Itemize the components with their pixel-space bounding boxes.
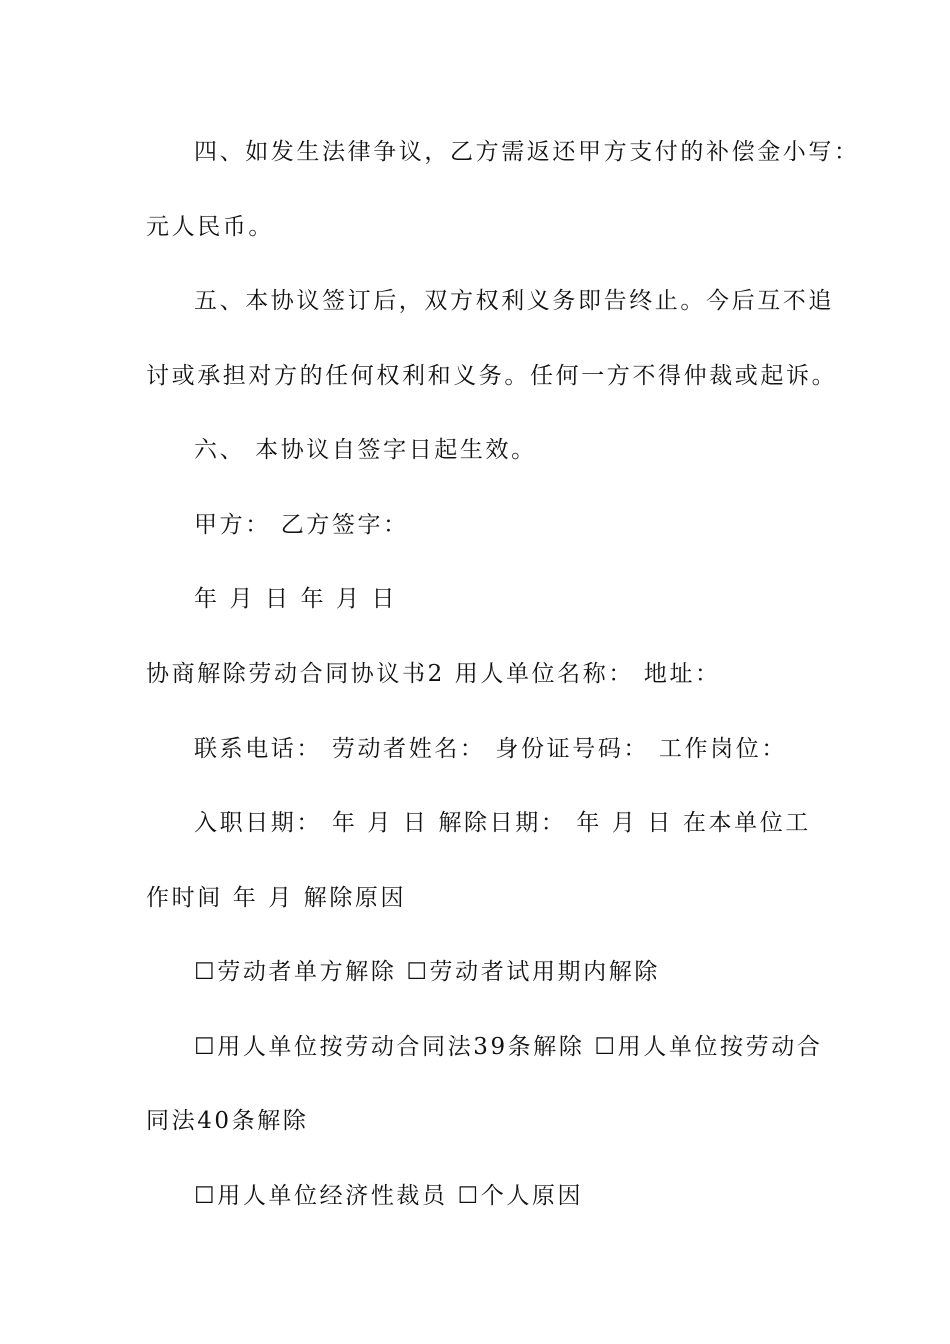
- signature-parties: 甲方： 乙方签字：: [194, 512, 409, 538]
- signature-dates: 年 月 日 年 月 日: [194, 586, 398, 612]
- clause-four-line-1: 四、如发生法律争议，乙方需返还甲方支付的补偿金小写：: [194, 139, 860, 165]
- reason-options-line-3: 同法40条解除: [146, 1108, 309, 1134]
- clause-five-line-1: 五、本协议签订后，双方权利义务即告终止。今后互不追: [194, 288, 834, 314]
- dates-line-1: 入职日期： 年 月 日 解除日期： 年 月 日 在本单位工: [194, 810, 811, 836]
- reason-options-line-4: ☐用人单位经济性裁员 ☐个人原因: [194, 1183, 584, 1209]
- clause-five-line-2: 讨或承担对方的任何权利和义务。任何一方不得仲裁或起诉。: [146, 363, 838, 389]
- agreement-title-line: 协商解除劳动合同协议书2 用人单位名称： 地址：: [146, 661, 721, 687]
- reason-options-line-1: ☐劳动者单方解除 ☐劳动者试用期内解除: [194, 959, 660, 985]
- clause-six: 六、 本协议自签字日起生效。: [194, 437, 537, 463]
- clause-four-line-2: 元人民币。: [146, 214, 274, 240]
- reason-options-line-2: ☐用人单位按劳动合同法39条解除 ☐用人单位按劳动合: [194, 1034, 823, 1060]
- contact-info-line: 联系电话： 劳动者姓名： 身份证号码： 工作岗位：: [194, 736, 787, 762]
- dates-line-2: 作时间 年 月 解除原因: [146, 885, 407, 911]
